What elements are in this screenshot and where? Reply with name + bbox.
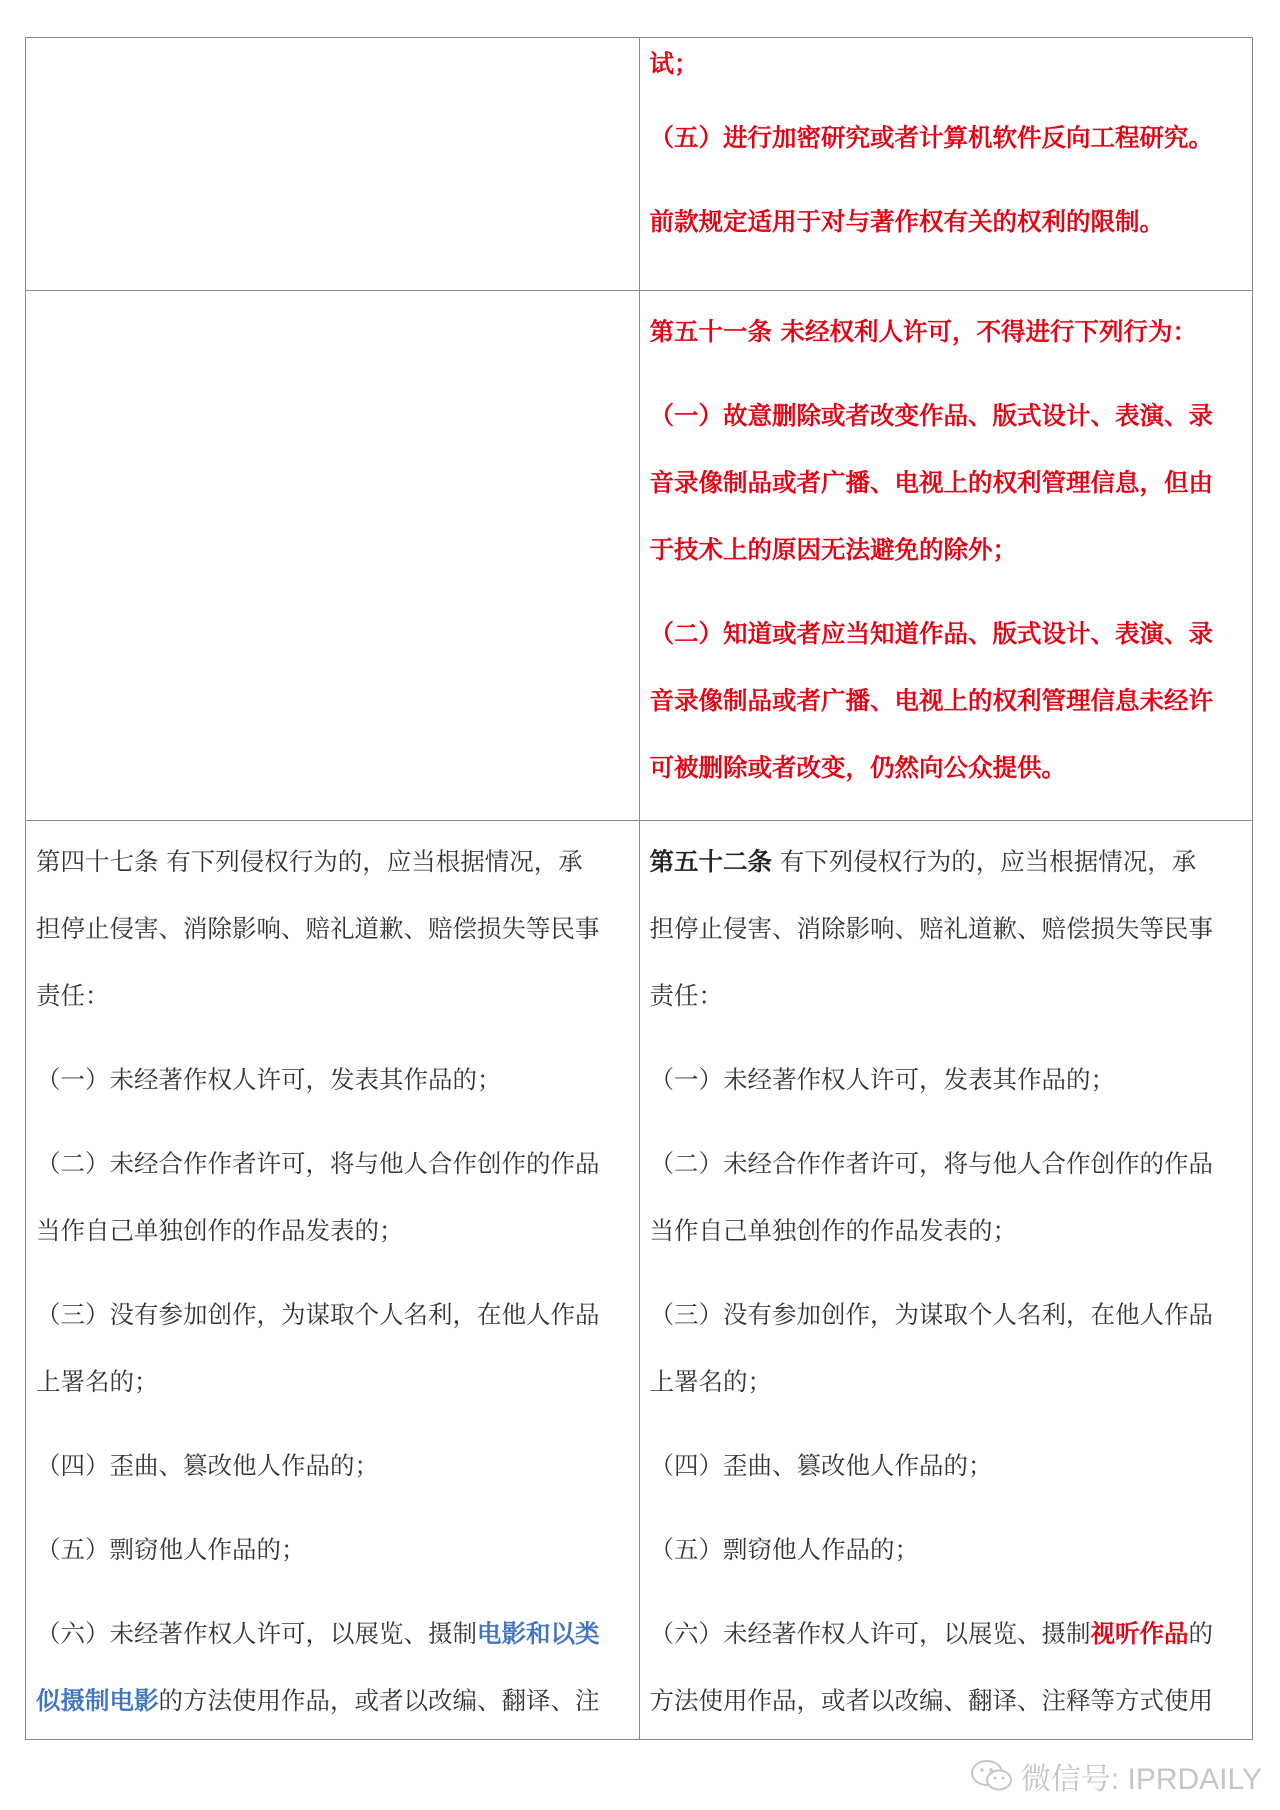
text-line: 可被删除或者改变，仍然向公众提供。 xyxy=(649,753,1066,782)
text-line: 方法使用作品，或者以改编、翻译、注释等方式使用 xyxy=(649,1686,1213,1715)
text-segment: 的 xyxy=(1188,1619,1213,1648)
text-segment: 的方法使用作品，或者以改编、翻译、注 xyxy=(158,1686,600,1715)
text-line: （一）故意删除或者改变作品、版式设计、表演、录 xyxy=(649,401,1213,430)
text-line: （五）剽窃他人作品的； xyxy=(36,1535,306,1564)
text-line xyxy=(36,1667,629,1734)
article-heading xyxy=(650,828,1243,895)
table-row xyxy=(26,38,1253,291)
changed-term: 视听作品 xyxy=(1090,1619,1189,1648)
text-line: （五）剽窃他人作品的； xyxy=(649,1535,919,1564)
table-row xyxy=(26,291,1253,821)
text-line: 责任： xyxy=(649,981,723,1010)
text-line: 当作自己单独创作的作品发表的； xyxy=(649,1216,1017,1245)
changed-term: 电影和以类 xyxy=(477,1619,600,1648)
text-line: （四）歪曲、篡改他人作品的； xyxy=(36,1451,379,1480)
text-line: （三）没有参加创作，为谋取个人名利，在他人作品 xyxy=(36,1300,600,1329)
text-line: 当作自己单独创作的作品发表的； xyxy=(36,1216,404,1245)
wechat-icon xyxy=(969,1758,1015,1794)
text-line: 于技术上的原因无法避免的除外； xyxy=(649,535,1017,564)
article-label: 第五十二条 xyxy=(649,847,772,876)
text-line: 试； xyxy=(649,49,699,78)
text-line: （二）未经合作作者许可，将与他人合作创作的作品 xyxy=(649,1149,1213,1178)
text-line: 上署名的； xyxy=(36,1367,159,1396)
text-line: （四）歪曲、篡改他人作品的； xyxy=(649,1451,993,1480)
text-line: （二）未经合作作者许可，将与他人合作创作的作品 xyxy=(36,1149,600,1178)
new-law-cell xyxy=(639,291,1253,821)
text-segment: （六）未经著作权人许可，以展览、摄制 xyxy=(649,1619,1091,1648)
old-law-cell xyxy=(26,291,640,821)
text-line: 音录像制品或者广播、电视上的权利管理信息，但由 xyxy=(649,468,1213,497)
text-line: 担停止侵害、消除影响、赔礼道歉、赔偿损失等民事 xyxy=(649,914,1213,943)
text-line: 责任： xyxy=(36,981,110,1010)
old-law-cell xyxy=(26,821,640,1740)
article-heading: 第五十一条 未经权利人许可，不得进行下列行为： xyxy=(649,317,1198,346)
text-line: 音录像制品或者广播、电视上的权利管理信息未经许 xyxy=(649,686,1213,715)
new-law-cell xyxy=(639,38,1253,291)
text-line: （一）未经著作权人许可，发表其作品的； xyxy=(649,1065,1115,1094)
watermark-text: 微信号: IPRDAILY xyxy=(1020,1763,1262,1796)
new-law-cell xyxy=(639,821,1253,1740)
changed-term: 似摄制电影 xyxy=(36,1686,159,1715)
text-segment: （六）未经著作权人许可，以展览、摄制 xyxy=(36,1619,477,1648)
text-line xyxy=(650,1600,1243,1667)
watermark xyxy=(969,1754,1262,1798)
text-line: （二）知道或者应当知道作品、版式设计、表演、录 xyxy=(649,619,1213,648)
text-line: （三）没有参加创作，为谋取个人名利，在他人作品 xyxy=(649,1300,1213,1329)
article-heading: 第四十七条 有下列侵权行为的，应当根据情况，承 xyxy=(36,847,583,876)
text-line: 前款规定适用于对与著作权有关的权利的限制。 xyxy=(649,207,1164,236)
text-line: 上署名的； xyxy=(649,1367,772,1396)
comparison-table xyxy=(25,37,1253,1740)
text-segment: 有下列侵权行为的，应当根据情况，承 xyxy=(772,847,1197,876)
text-line: （五）进行加密研究或者计算机软件反向工程研究。 xyxy=(649,123,1213,152)
old-law-cell xyxy=(26,38,640,291)
text-line: 担停止侵害、消除影响、赔礼道歉、赔偿损失等民事 xyxy=(36,914,600,943)
table-row xyxy=(26,821,1253,1740)
text-line: （一）未经著作权人许可，发表其作品的； xyxy=(36,1065,502,1094)
text-line xyxy=(36,1600,629,1667)
